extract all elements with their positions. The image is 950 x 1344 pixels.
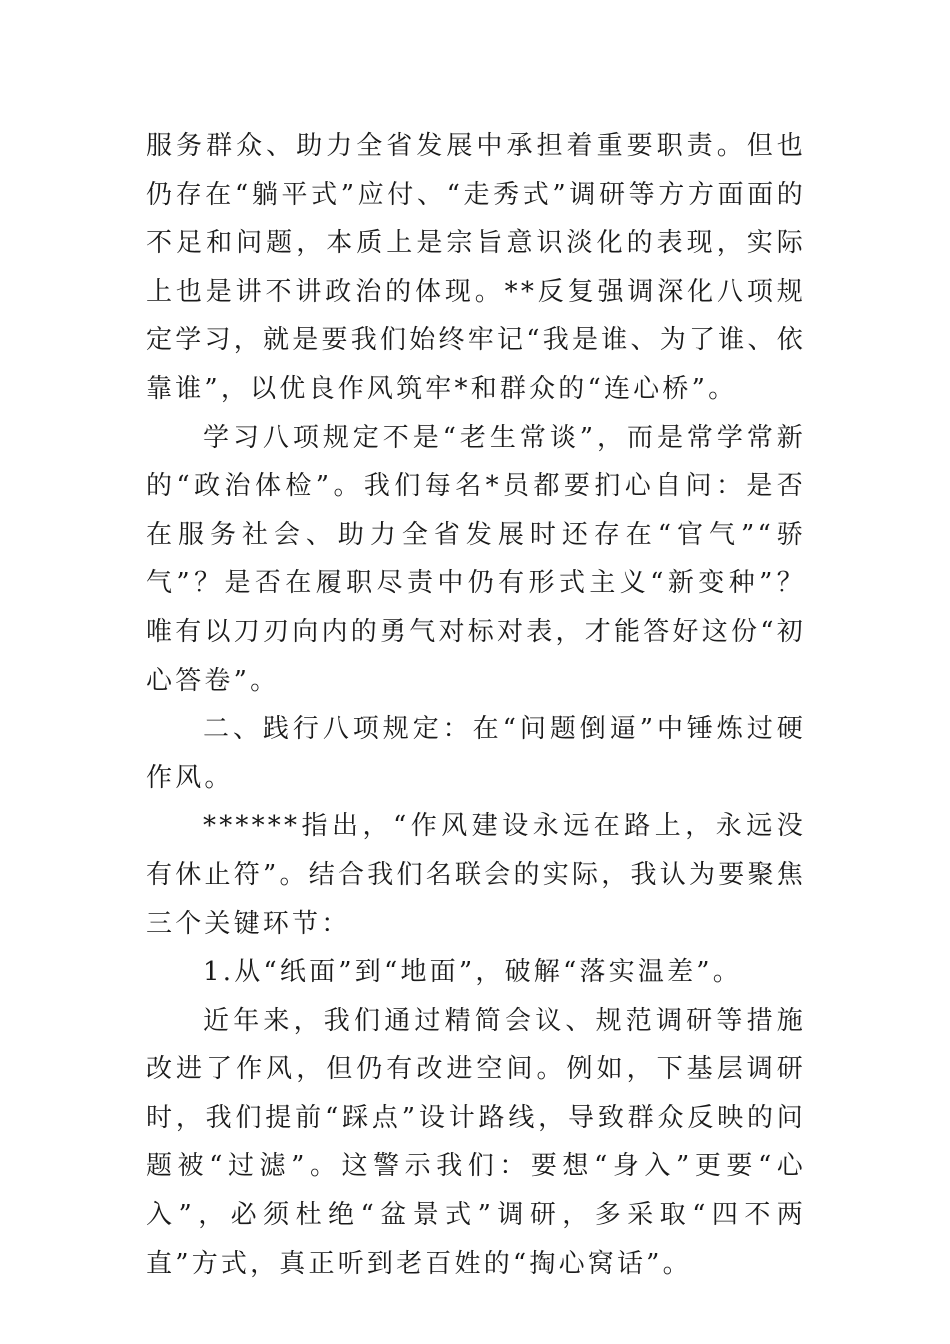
- paragraph-6: 近年来，我们通过精简会议、规范调研等措施改进了作风，但仍有改进空间。例如，下基层调研时，我们提前“踩点”设计路线，导致群众反映的问题被“过滤”。这警示我们：要想“身入”更要“心入”，必须杜绝“盆景式”调研，多采取“四不两直”方式，真正听到老百姓的“掏心窝话”。: [146, 1005, 806, 1279]
- document-body: [146, 122, 806, 1288]
- subheading-1: 1.从“纸面”到“地面”，破解“落实温差”。: [203, 957, 742, 988]
- paragraph-4: ******指出，“作风建设永远在路上，永远没有休止符”。结合我们名联会的实际，我认为要聚焦三个关键环节：: [146, 811, 806, 939]
- paragraph-2: 学习八项规定不是“老生常谈”，而是常学常新的“政治体检”。我们每名*员都要扪心自问：是否在服务社会、助力全省发展时还存在“官气”“骄气”？是否在履职尽责中仍有形式主义“新变种”？唯有以刀刃向内的勇气对标对表，才能答好这份“初心答卷”。: [146, 422, 806, 696]
- section-heading-2: 二、践行八项规定：在“问题倒逼”中锤炼过硬作风。: [146, 714, 806, 793]
- paragraph-1: 服务群众、助力全省发展中承担着重要职责。但也仍存在“躺平式”应付、“走秀式”调研等方方面面的不足和问题，本质上是宗旨意识淡化的表现，实际上也是讲不讲政治的体现。**反复强调深化八项规定学习，就是要我们始终牢记“我是谁、为了谁、依靠谁”，以优良作风筑牢*和群众的“连心桥”。: [146, 131, 806, 404]
